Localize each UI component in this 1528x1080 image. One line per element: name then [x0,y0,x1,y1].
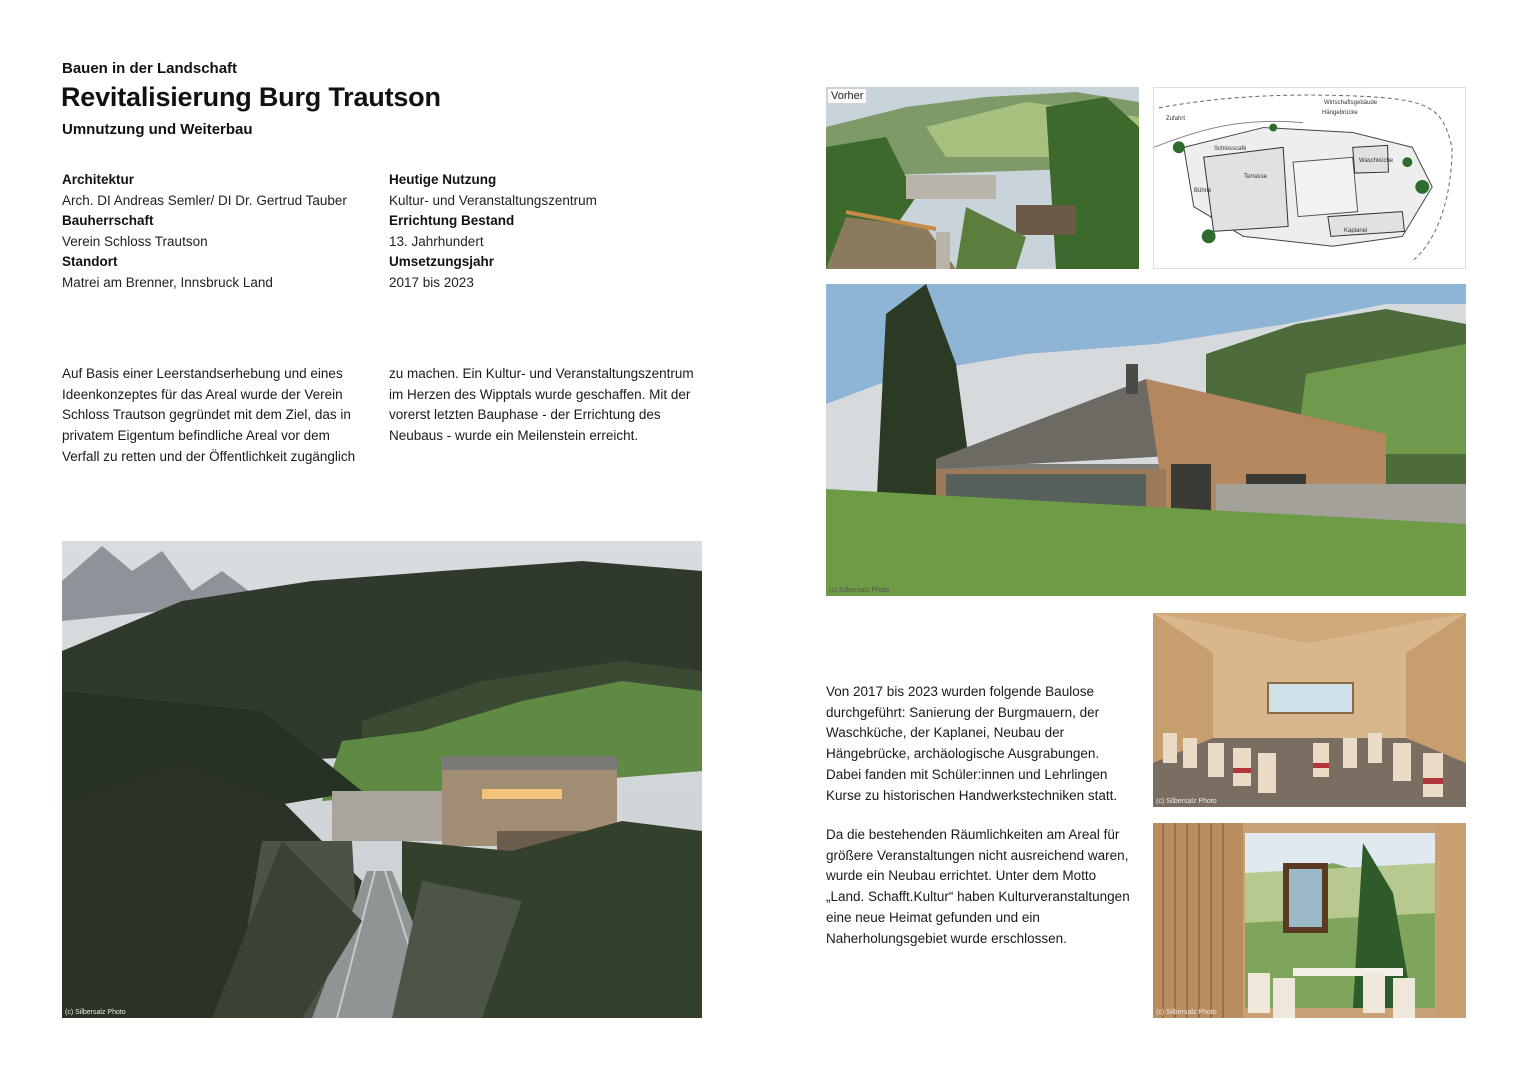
plan-label-waschkueche: Waschküche [1359,158,1394,164]
fact-label-errichtung: Errichtung Bestand [389,213,515,228]
site-plan [1153,87,1466,269]
plan-label-haengebruecke: Hängebrücke [1322,110,1358,116]
fact-label-umsetzung: Umsetzungsjahr [389,254,495,269]
photo-credit: (c) Silbersalz Photo [1156,1009,1217,1016]
intro-text-right: zu machen. Ein Kultur- und Veranstaltungszentrum im Herzen des Wipptals wurde geschaffen. Mit der vorerst letzten Bauphase - der Errichtung des Neubaus - wurde ein Meilenstein erreicht. [389,366,694,444]
fact-label-nutzung: Heutige Nutzung [389,172,497,187]
fact-value-nutzung: Kultur- und Veranstaltungszentrum [389,192,597,208]
facts-right [389,170,709,293]
photo-bridge-valley [62,541,702,1018]
fact-value-bauherrschaft: Verein Schloss Trautson [62,233,208,249]
fact-value-standort: Matrei am Brenner, Innsbruck Land [62,274,273,290]
kicker: Bauen in der Landschaft [62,60,238,77]
plan-label-buehne: Bühne [1194,188,1212,194]
photo-credit: (c) Silbersalz Photo [1156,798,1217,805]
facts-left [62,170,382,293]
fact-value-errichtung: 13. Jahrhundert [389,233,484,249]
photo-interior-window [1153,823,1466,1018]
vorher-label: Vorher [828,89,866,103]
body-paragraph-2: Da die bestehenden Räumlichkeiten am Areal für größere Veranstaltungen nicht ausreichend waren, wurde ein Neubau errichtet. Unter dem Motto „Land. Schafft.Kultur“ haben Kulturveranstaltungen eine neue Heimat gefunden und ein Naherholungsgebiet wurde erschlossen. [826,827,1130,946]
page-subtitle: Umnutzung und Weiterbau [62,121,253,138]
photo-credit: (c) Silbersalz Photo [65,1009,126,1016]
fact-value-architektur: Arch. DI Andreas Semler/ DI Dr. Gertrud Tauber [62,192,347,208]
body-paragraph-1: Von 2017 bis 2023 wurden folgende Baulose durchgeführt: Sanierung der Burgmauern, der Waschküche, der Kaplanei, Neubau der Hängebrücke, archäologische Ausgrabungen. Dabei fanden mit Schüler:innen und Lehrlingen Kurse zu historischen Handwerkstechniken statt. [826,684,1118,803]
photo-new-building [826,284,1466,596]
photo-credit: (c) Silbersalz Photo [829,587,890,594]
photo-interior-hall [1153,613,1466,807]
fact-label-standort: Standort [62,254,118,269]
plan-label-wirtschaft: Wirtschaftsgebäude [1324,100,1378,106]
fact-value-umsetzung: 2017 bis 2023 [389,274,474,290]
plan-label-terrasse: Terrasse [1244,174,1268,180]
plan-label-kaplanei: Kaplanei [1344,228,1368,234]
page-title: Revitalisierung Burg Trautson [61,82,441,112]
plan-label-zufahrt: Zufahrt [1166,116,1186,122]
intro-text-left: Auf Basis einer Leerstandserhebung und eines Ideenkonzeptes für das Areal wurde der Verein Schloss Trautson gegründet mit dem Ziel, das in privatem Eigentum befindliche Areal vor dem Verfall zu retten und der Öffentlichkeit zugänglich [62,366,356,464]
fact-label-bauherrschaft: Bauherrschaft [62,213,154,228]
fact-label-architektur: Architektur [62,172,135,187]
photo-vorher [826,87,1139,269]
plan-label-schlosscafe: Schlosscafé [1214,146,1247,152]
